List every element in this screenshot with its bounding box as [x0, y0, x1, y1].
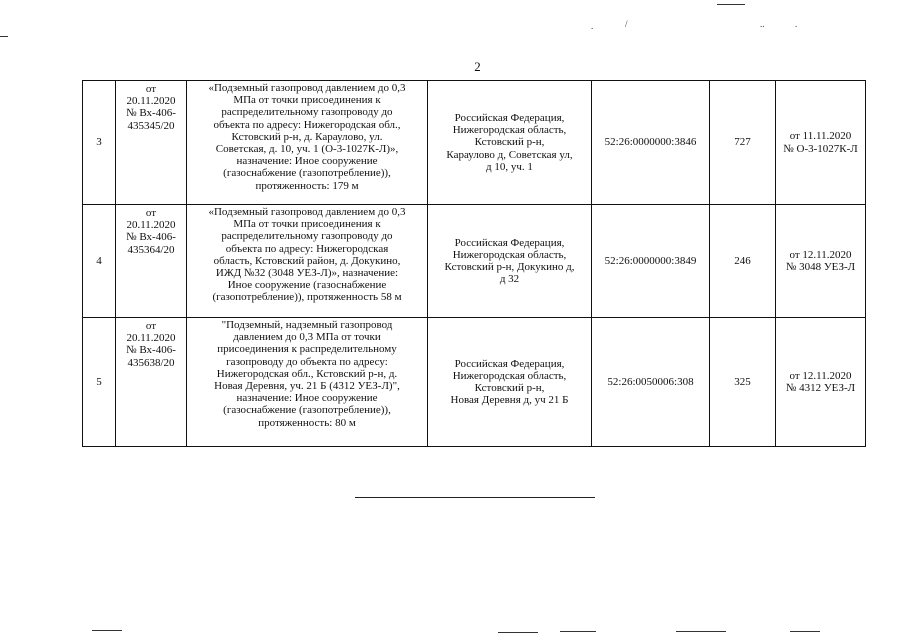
- request-date: 20.11.2020: [126, 95, 176, 108]
- cadastral-number: 52:26:0000000:3846: [592, 81, 710, 205]
- description-line: "Подземный, надземный газопровод: [221, 319, 393, 331]
- cadastral-number: 52:26:0050006:308: [592, 318, 710, 447]
- address-line: Новая Деревня д, уч 21 Б: [450, 394, 569, 407]
- request-prefix: от: [145, 320, 157, 332]
- request-date: 20.11.2020: [126, 332, 176, 345]
- description-line: назначение: Иное сооружение: [236, 155, 378, 168]
- description-line: «Подземный газопровод давлением до 0,3: [208, 82, 406, 94]
- cadastral-number: 52:26:0000000:3849: [592, 205, 710, 318]
- description-line: давлением до 0,3 МПа от точки: [233, 331, 381, 344]
- address-line: Российская Федерация,: [454, 111, 565, 124]
- page-number: 2: [474, 59, 481, 74]
- address-line: д 10, уч. 1: [486, 160, 533, 173]
- description-line: «Подземный газопровод давлением до 0,3: [208, 206, 406, 218]
- request-number-part1: № Вх-406-: [126, 107, 176, 120]
- address-line: Российская Федерация,: [454, 236, 565, 249]
- scan-artifact-line: [560, 631, 596, 632]
- request-prefix: от: [145, 207, 157, 219]
- address-cell: [428, 205, 592, 318]
- request-number-part2: 435364/20: [127, 243, 175, 256]
- address-line: Нижегородская область,: [452, 248, 567, 261]
- description-line: МПа от точки присоединения к: [233, 218, 381, 231]
- object-description-cell: [187, 318, 428, 447]
- scan-artifact-dot: .: [795, 19, 798, 29]
- table-row: [83, 318, 866, 447]
- request-number-part2: 435638/20: [127, 356, 175, 369]
- object-description-cell: [187, 81, 428, 205]
- decision-date: от 12.11.2020: [789, 248, 852, 261]
- request-number-part2: 435345/20: [127, 119, 175, 132]
- description-line: протяженность: 179 м: [255, 179, 359, 192]
- request-number-part1: № Вх-406-: [126, 231, 176, 244]
- decision-number: № 4312 УЕЗ-Л: [785, 382, 856, 394]
- description-line: ИЖД №32 (3048 УЕЗ-Л)», назначение:: [215, 267, 399, 280]
- request-document-cell: [116, 81, 187, 205]
- value-cell: 727: [710, 81, 776, 205]
- address-line: Караулово д, Советская ул,: [446, 148, 573, 161]
- row-number: 4: [83, 205, 116, 318]
- decision-cell: [776, 205, 866, 318]
- description-line: объекта по адресу: Нижегородская обл.,: [213, 118, 401, 131]
- scan-artifact-dot: /: [625, 19, 628, 29]
- request-document-cell: [116, 318, 187, 447]
- object-description-cell: [187, 205, 428, 318]
- description-line: распределительному газопроводу до: [221, 106, 393, 119]
- address-line: Российская Федерация,: [454, 357, 565, 370]
- request-number-part1: № Вх-406-: [126, 344, 176, 357]
- description-line: распределительному газопроводу до: [221, 230, 393, 243]
- scan-artifact-dot: .: [591, 21, 594, 31]
- address-line: Кстовский р-н,: [474, 382, 545, 394]
- description-line: Советская, д. 10, уч. 1 (О-3-1027К-Л)»,: [215, 143, 399, 156]
- decision-date: от 11.11.2020: [789, 130, 852, 143]
- address-line: Кстовский р-н,: [474, 136, 545, 149]
- scan-artifact-line: [790, 631, 820, 632]
- description-line: (газопотребление)), протяженность 58 м: [212, 291, 402, 304]
- row-number: 3: [83, 81, 116, 205]
- request-prefix: от: [145, 83, 157, 95]
- value-cell: 246: [710, 205, 776, 318]
- decision-number: № 3048 УЕЗ-Л: [785, 261, 856, 273]
- scan-artifact-line: [498, 632, 538, 633]
- value-cell: 325: [710, 318, 776, 447]
- scan-artifact-line: [0, 36, 8, 37]
- closing-rule: [355, 497, 595, 498]
- description-line: Иное сооружение (газоснабжение: [227, 279, 387, 292]
- registry-table: [82, 80, 866, 447]
- address-cell: [428, 318, 592, 447]
- scan-artifact-line: [717, 4, 745, 5]
- description-line: область, Кстовский район, д. Докукино,: [213, 254, 401, 267]
- description-line: протяженность: 80 м: [258, 416, 356, 429]
- description-line: (газоснабжение (газопотребление)),: [223, 167, 391, 180]
- description-line: назначение: Иное сооружение: [236, 392, 378, 405]
- row-number: 5: [83, 318, 116, 447]
- request-document-cell: [116, 205, 187, 318]
- decision-number: № О-3-1027К-Л: [783, 142, 858, 155]
- address-cell: [428, 81, 592, 205]
- description-line: (газоснабжение (газопотребление)),: [223, 404, 391, 417]
- description-line: присоединения к распределительному: [217, 343, 397, 356]
- address-line: Нижегородская область,: [452, 369, 567, 382]
- description-line: газопроводу до объекта по адресу:: [226, 355, 388, 368]
- scan-artifact-line: [92, 630, 122, 631]
- scan-artifact-dot: ..: [760, 19, 765, 29]
- decision-cell: [776, 81, 866, 205]
- table-row: [83, 81, 866, 205]
- request-date: 20.11.2020: [126, 219, 176, 232]
- address-line: Кстовский р-н, Докукино д,: [444, 261, 575, 273]
- description-line: Кстовский р-н, д. Караулово, ул.: [231, 130, 383, 143]
- description-line: МПа от точки присоединения к: [233, 94, 381, 107]
- description-line: Нижегородская обл., Кстовский р-н, д.: [216, 367, 398, 380]
- decision-date: от 12.11.2020: [789, 369, 852, 382]
- scan-artifact-line: [676, 631, 726, 632]
- address-line: д 32: [499, 273, 520, 286]
- description-line: объекта по адресу: Нижегородская: [225, 242, 389, 255]
- table-row: [83, 205, 866, 318]
- address-line: Нижегородская область,: [452, 124, 567, 137]
- description-line: Новая Деревня, уч. 21 Б (4312 УЕЗ-Л)",: [214, 380, 400, 393]
- decision-cell: [776, 318, 866, 447]
